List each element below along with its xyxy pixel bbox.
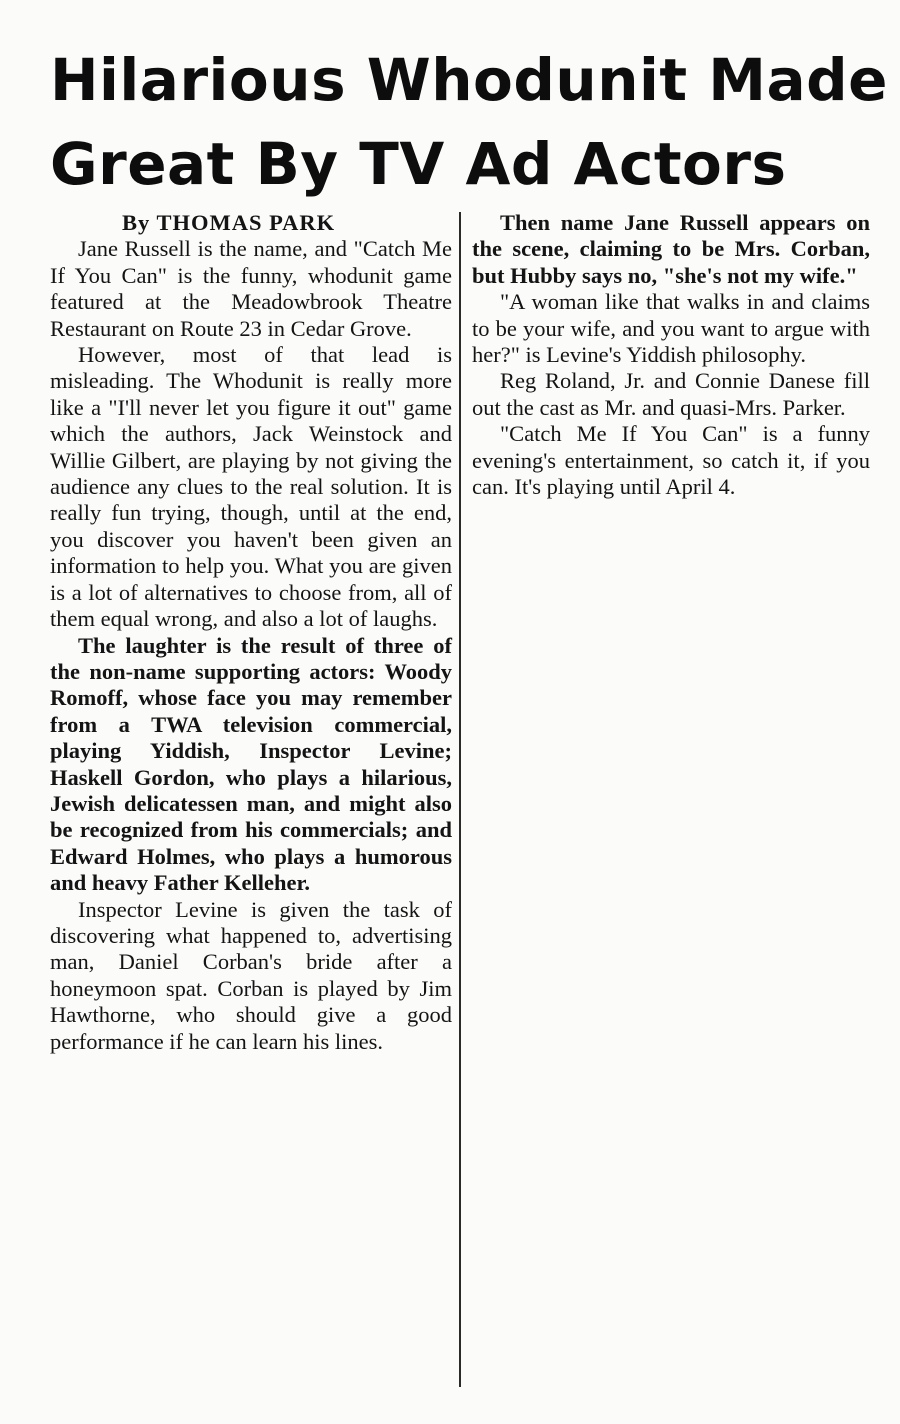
column-divider — [459, 212, 461, 1387]
headline-line-2: Great By TV Ad Actors — [50, 130, 787, 198]
headline — [50, 38, 888, 206]
headline-line-1: Hilarious Whodunit Made — [50, 46, 888, 114]
paragraph-closing: "Catch Me If You Can" is a funny evening's entertainment, so catch it, if you can. It's playing until April 4. — [472, 421, 870, 500]
paragraph-yiddish-philosophy: "A woman like that walks in and claims to be your wife, and you want to argue with her?" is Levine's Yiddish philosophy. — [472, 289, 870, 368]
left-column — [50, 210, 452, 1055]
paragraph-jane-russell-appears: Then name Jane Russell appears on the scene, claiming to be Mrs. Corban, but Hubby says no, "she's not my wife." — [472, 210, 870, 288]
paragraph-misleading: However, most of that lead is misleading. The Whodunit is really more like a "I'll never let you figure it out" game which the authors, Jack Weinstock and Willie Gilbert, are playing by not giving the audience any clues to the real solution. It is really fun trying, though, until at the end, you discover you haven't been given an information to help you. What you are given is a lot of alternatives to choose from, all of them equal wrong, and also a lot of laughs. — [50, 342, 452, 632]
paragraph-supporting-actors: The laughter is the result of three of the non-name supporting actors: Woody Romoff, whose face you may remember from a TWA television commercial, playing Yiddish, Inspector Levine; Haskell Gordon, who plays a hilarious, Jewish delicatessen man, and might also be recognized from his commercials; and Edward Holmes, who plays a humorous and heavy Father Kelleher. — [50, 632, 452, 896]
paragraph-lead: Jane Russell is the name, and "Catch Me If You Can" is the funny, whodunit game featured at the Meadowbrook Theatre Restaurant on Route 23 in Cedar Grove. — [50, 236, 452, 341]
paragraph-inspector-levine: Inspector Levine is given the task of discovering what happened to, advertising man, Daniel Corban's bride after a honeymoon spat. Corban is played by Jim Hawthorne, who should give a good performance if he can learn his lines. — [50, 896, 452, 1054]
byline: By THOMAS PARK — [122, 210, 336, 235]
paragraph-cast: Reg Roland, Jr. and Connie Danese fill out the cast as Mr. and quasi-Mrs. Parker. — [472, 368, 870, 420]
right-column — [472, 210, 870, 500]
